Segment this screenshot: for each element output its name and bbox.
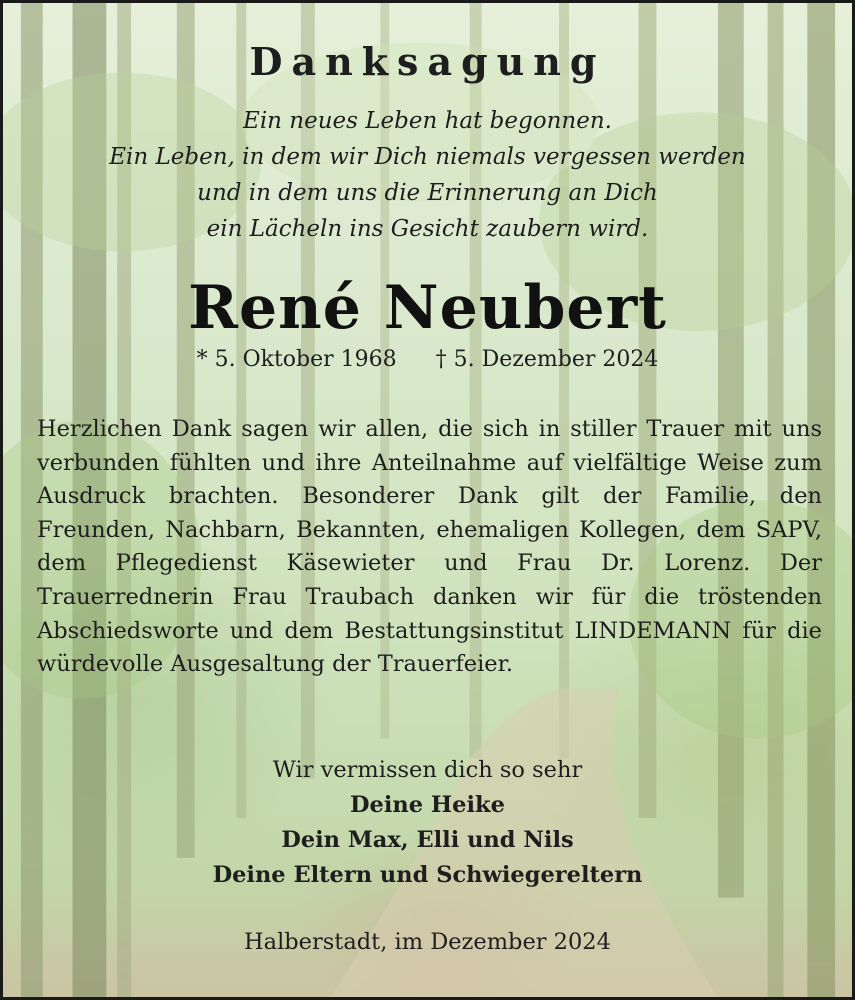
- obituary-content: [3, 3, 852, 997]
- life-dates: [3, 347, 852, 372]
- thanks-paragraph: Herzlichen Dank sagen wir allen, die sich in stiller Trauer mit uns verbunden fühlten und ihre Anteilnahme auf vielfältige Weise zum Ausdruck brachten. Besonderer Dank gilt der Familie, den Freunden, Nachbarn, Bekannten, ehemaligen Kollegen, dem SAPV, dem Pflegedienst Käsewieter und Frau Dr. Lorenz. Der Trauerrednerin Frau Traubach danken wir für die tröstenden Abschiedsworte und dem Bestattungsinstitut LINDEMANN für die würdevolle Ausgesaltung der Trauerfeier.: [37, 416, 822, 678]
- signature-line: Deine Eltern und Schwiegereltern: [212, 862, 643, 888]
- place-and-date: Halberstadt, im Dezember 2024: [244, 929, 611, 955]
- poem-line: ein Lächeln ins Gesicht zaubern wird.: [206, 216, 649, 242]
- poem-line: Ein Leben, in dem wir Dich niemals vergessen werden: [109, 144, 746, 170]
- poem-line: und in dem uns die Erinnerung an Dich: [197, 180, 658, 206]
- poem-verse: [3, 103, 852, 247]
- signature-line: Dein Max, Elli und Nils: [281, 827, 574, 853]
- deceased-name: René Neubert: [188, 273, 667, 343]
- closing-line: Wir vermissen dich so sehr: [272, 757, 583, 783]
- closing-block: [3, 753, 852, 893]
- signature-line: Deine Heike: [350, 792, 505, 818]
- heading-title: Danksagung: [249, 39, 606, 84]
- birth-date: * 5. Oktober 1968: [196, 347, 397, 372]
- death-date: † 5. Dezember 2024: [435, 347, 659, 372]
- poem-line: Ein neues Leben hat begonnen.: [243, 108, 612, 134]
